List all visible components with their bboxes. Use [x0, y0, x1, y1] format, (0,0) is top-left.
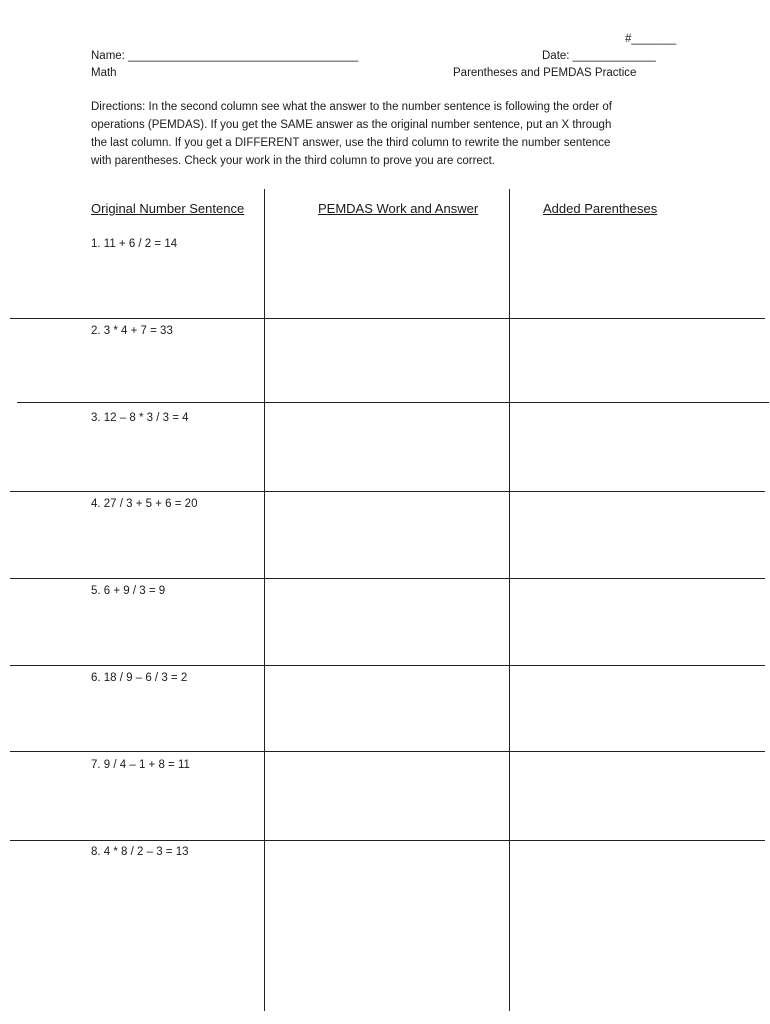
problem-3: 3. 12 – 8 * 3 / 3 = 4: [91, 412, 189, 424]
column-header-pemdas: PEMDAS Work and Answer: [318, 201, 479, 216]
name-field: Name: ____________________________________: [91, 50, 359, 62]
problem-2: 2. 3 * 4 + 7 = 33: [91, 325, 173, 337]
row-divider: [17, 402, 769, 403]
column-header-parentheses: Added Parentheses: [543, 201, 658, 216]
problem-4: 4. 27 / 3 + 5 + 6 = 20: [91, 498, 198, 510]
problem-7: 7. 9 / 4 – 1 + 8 = 11: [91, 759, 190, 771]
directions-line: operations (PEMDAS). If you get the SAME answer as the original number sentence, put an X through: [91, 119, 612, 131]
problem-8: 8. 4 * 8 / 2 – 3 = 13: [91, 846, 189, 858]
directions-line: Directions: In the second column see what the answer to the number sentence is following the order of: [91, 101, 612, 113]
directions-line: the last column. If you get a DIFFERENT answer, use the third column to rewrite the number sentence: [91, 137, 611, 149]
worksheet-title: Parentheses and PEMDAS Practice: [453, 67, 637, 79]
date-field: Date: _____________: [542, 50, 656, 62]
problem-5: 5. 6 + 9 / 3 = 9: [91, 585, 166, 597]
column-divider: [264, 189, 265, 1011]
problem-1: 1. 11 + 6 / 2 = 14: [91, 238, 178, 250]
row-divider: [10, 665, 765, 666]
row-divider: [10, 318, 765, 319]
row-divider: [10, 491, 765, 492]
subject-label: Math: [91, 67, 117, 79]
worksheet-number: #_______: [625, 33, 677, 45]
problem-6: 6. 18 / 9 – 6 / 3 = 2: [91, 672, 188, 684]
directions: [91, 98, 691, 170]
column-header-original: Original Number Sentence: [91, 201, 245, 216]
row-divider: [10, 578, 765, 579]
row-divider: [10, 751, 765, 752]
column-divider: [509, 189, 510, 1011]
directions-line: with parentheses. Check your work in the third column to prove you are correct.: [91, 155, 495, 167]
row-divider: [10, 840, 765, 841]
